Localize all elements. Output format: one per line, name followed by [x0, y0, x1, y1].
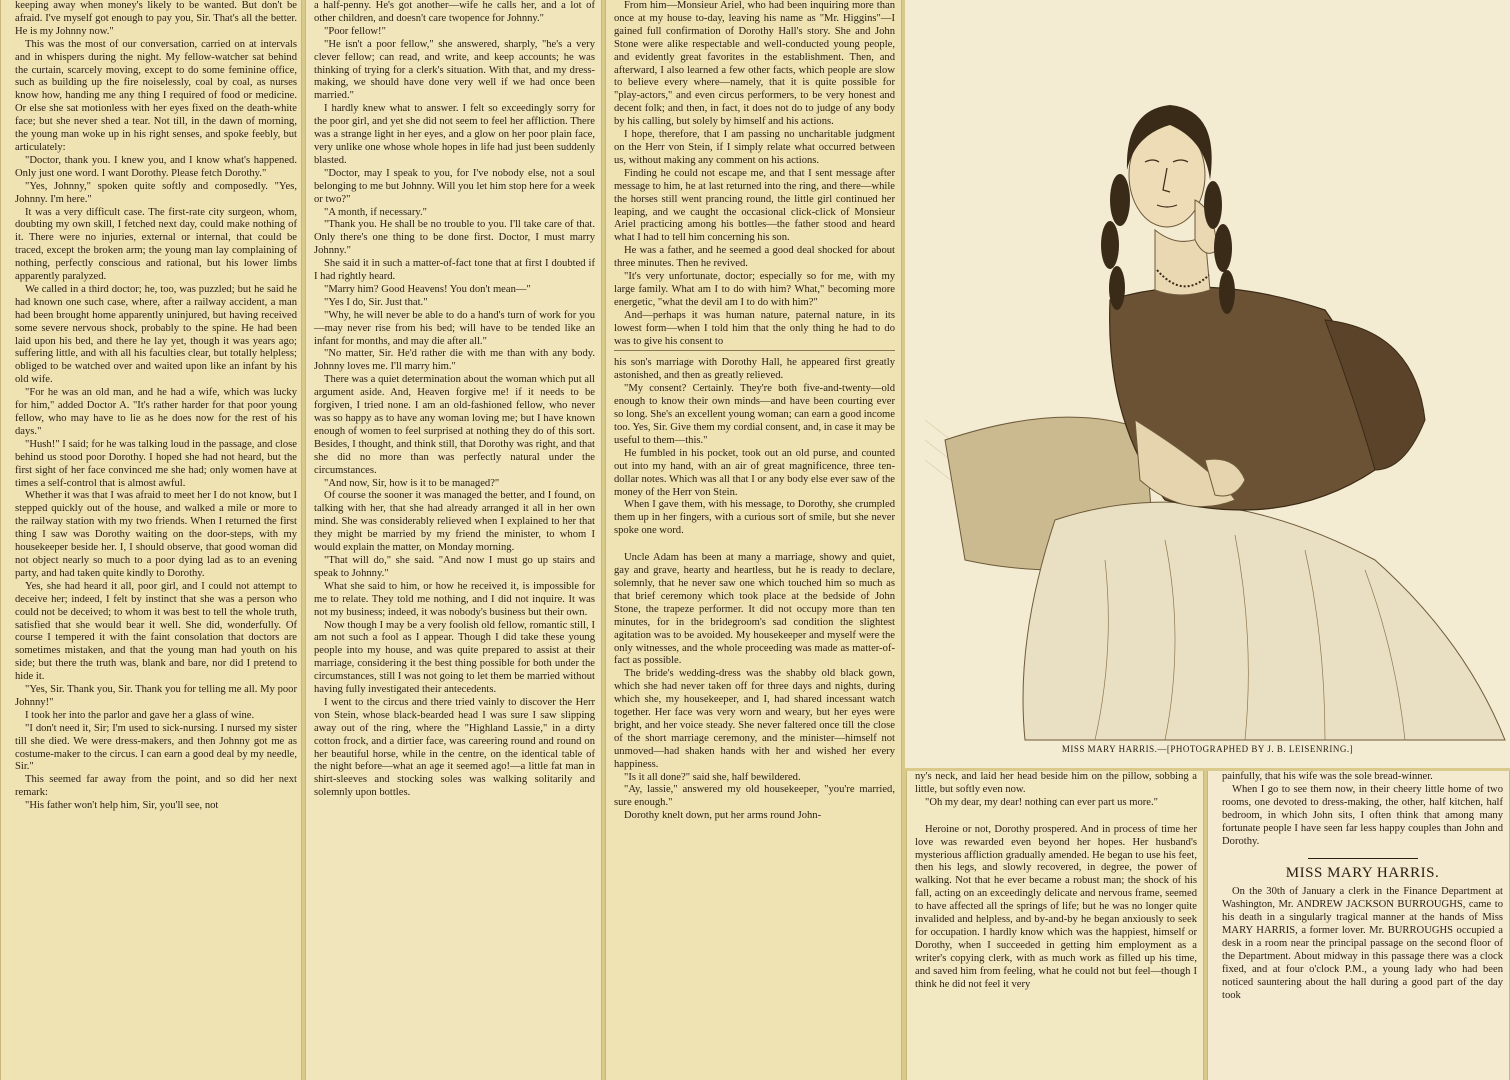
paragraph: Whether it was that I was afraid to meet her I do not know, but I stepped quickly out of the house, and walked a mile or more to the railway station with my two friends. When I returned the first thing I saw was Dorothy waiting on the door-steps, with my housekeeper beside her. I, I should observe, that good woman did not object nearly so much to a poor dying lad as to an evening party, and had taken quite kindly to Dorothy.: [15, 490, 297, 579]
paragraph: "And now, Sir, how is it to be managed?": [324, 477, 500, 489]
column-5-story-end: [1222, 771, 1503, 848]
paragraph: "My consent? Certainly. They're both five-and-twenty—old enough to know their own minds—and have been courting ever so long. She's an excellent young woman; can earn a good income too. Yes, Sir. Give them my cordial consent, and, in case it may be useful to them—this.": [614, 383, 895, 446]
paragraph: I took her into the parlor and gave her a glass of wine.: [25, 709, 255, 721]
paragraph: "It's very unfortunate, doctor; especially so for me, with my large family. What am I to do with him? What," becoming more energetic, "what the devil am I to do with him?": [614, 271, 895, 308]
paragraph: What she said to him, or how he received it, is impossible for me to relate. They told me nothing, and I did not inquire. It was not my business; indeed, it was nobody's business but their own.: [314, 580, 595, 618]
portrait-engraving: [905, 0, 1510, 768]
paragraph: "I don't need it, Sir; I'm used to sick-nursing. I nursed my sister till she died. We were dress-makers, and then Johnny got me as costume-maker to the circus. I can earn a good deal by my needle, Sir.": [15, 722, 297, 773]
paragraph: "Yes I do, Sir. Just that.": [324, 296, 428, 308]
paragraph: It was a very difficult case. The first-rate city surgeon, whom, doubting my own skill, I fetched next day, could make nothing of it. There were no injuries, external or internal, that could be traced, except the broken arm; the young man lay complaining of nothing, perfectly conscious and rational, but his lower limbs apparently paralyzed.: [15, 206, 297, 283]
column-3-part-a: [614, 0, 895, 348]
text-column-4: [906, 771, 1204, 1080]
paragraph: a half-penny. He's got another—wife he calls her, and a lot of other children, and doesn't care twopence for Johnny.": [314, 0, 595, 24]
column-rule: [614, 350, 895, 351]
paragraph: "A month, if necessary.": [324, 206, 427, 218]
paragraph: "Poor fellow!": [324, 25, 386, 37]
paragraph: "Ay, lassie," answered my old housekeeper, "you're married, sure enough.": [614, 784, 895, 809]
paragraph: Dorothy knelt down, put her arms round John-: [624, 810, 822, 822]
paragraph: He was a father, and he seemed a good deal shocked for about three minutes. Then he revived.: [614, 245, 895, 270]
paragraph: Of course the sooner it was managed the better, and I found, on talking with her, that she had already arranged it all in her own mind. She was considerably relieved when I explained to her that they might be married by my friend the minister, to whom I would explain the matter, on Monday morning.: [314, 490, 595, 554]
paragraph: "Yes, Johnny," spoken quite softly and composedly. "Yes, Johnny. I'm here.": [15, 180, 297, 205]
paragraph: "Oh my dear, my dear! nothing can ever part us more.": [925, 796, 1158, 808]
column-3-part-b: [614, 357, 895, 538]
paragraph: This seemed far away from the point, and so did her next remark:: [15, 774, 297, 799]
paragraph: "Why, he will never be able to do a hand's turn of work for you—may never rise from his bed; will have to be tended like an infant for months, and may die after all.": [314, 309, 595, 347]
paragraph: And—perhaps it was human nature, paternal nature, in its lowest form—when I told him that the only thing he had to do was to give his consent to: [614, 309, 895, 347]
paragraph: "Thank you. He shall be no trouble to you. I'll take care of that. Only there's one thing to be done first. Doctor, I must marry Johnny.": [314, 219, 595, 257]
paragraph: From him—Monsieur Ariel, who had been inquiring more than once at my house to-day, leaving his name as "Mr. Higgins"—I gained full confirmation of Dorothy Hall's story. She and John Stone were alike respectable and well-conducted young people, and evidently great favorites in the establishment. Then, and afterward, I also learned a few other facts, which people are slow to believe every where—namely, that it is quite possible for "play-actors," and even circus performers, to be very honest and decent folk; and then, in fact, it does not do to judge of any body by his calling, but solely by himself and his actions.: [614, 0, 895, 128]
paragraph: We called in a third doctor; he, too, was puzzled; but he said he had known one such case, where, after a railway accident, a man had been brought home apparently uninjured, but having received some severe nervous shock, probably to the spine. He had been laid upon his bed, and there he lay yet, though it was years ago; suffering little, and with all his faculties clear, but totally helpless; obliged to be watched over and waited upon like an infant by his old wife.: [15, 283, 297, 386]
paragraph: "Yes, Sir. Thank you, Sir. Thank you for telling me all. My poor Johnny!": [15, 684, 297, 708]
paragraph: Heroine or not, Dorothy prospered. And in process of time her love was rewarded even beyond her hopes. Her husband's mysterious affliction gradually amended. He began to use his feet, then his legs, and slowly recovered, in degree, the power of walking. Not that he ever became a robust man; the shock of his fall, acting on an exceedingly delicate and nervous frame, seemed to have affected all the springs of life; but he was no longer quite invalided and helpless, and by-and-by he began anxiously to seek for occupation. I hardly know which was the happiest, himself or Dorothy, when I succeeded in getting him employment as a writer's copying clerk, with as much work as filled up his time, and saved him from feeling, what he could not but feel—though I think he did not feel it very: [915, 823, 1197, 990]
text-column-2: [305, 0, 602, 1080]
paragraph: "Hush!" I said; for he was talking loud in the passage, and close behind us stood poor Dorothy. I hoped she had not heard, but the first sight of her face convinced me she had; only women have at times a self-control that is almost awful.: [15, 438, 297, 489]
paragraph: "Doctor, may I speak to you, for I've nobody else, not a soul belonging to me but Johnny. Will you let him stop here for a week or two?": [314, 167, 595, 205]
paragraph: "Is it all done?" said she, half bewildered.: [624, 771, 801, 783]
paragraph: When I gave them, with his message, to Dorothy, she crumpled them up in her fingers, with a curious sort of smile, but she never spoke one word.: [614, 499, 895, 537]
paragraph: I hardly knew what to answer. I felt so exceedingly sorry for the poor girl, and yet she did not seem to feel her affliction. There was a strange light in her eyes, and a glow on her poor plain face, very unlike one whose whole hopes in life had just been suddenly blasted.: [314, 103, 595, 166]
text-column-3: [605, 0, 902, 1080]
paragraph: "That will do," she said. "And now I must go up stairs and speak to Johnny.": [314, 554, 595, 579]
article-title: MISS MARY HARRIS.: [1285, 865, 1440, 882]
paragraph: keeping away when money's likely to be wanted. But don't be afraid. I've myself got enough to pay you, Sir. That's all the better. He is my Johnny now.": [15, 0, 297, 37]
paragraph: The bride's wedding-dress was the shabby old black gown, which she had never taken off for three days and nights, during which she, my housekeeper, and I, had shared incessant watch together. Her face was very worn and weary, but her eyes were bright, and her voice steady. She never faltered once till the close of the short marriage ceremony, and the minister—himself not unmoved—had shaken hands with her and wished her every happiness.: [614, 668, 895, 770]
column-5-article-body: [1222, 886, 1503, 1002]
text-column-5: [1207, 771, 1510, 1080]
portrait-drawing: [905, 0, 1510, 768]
paragraph: On the 30th of January a clerk in the Finance Department at Washington, Mr. ANDREW JACKSON BURROUGHS, came to his death in a singularly tragical manner at the hands of Miss MARY HARRIS, a former lover. Mr. BURROUGHS occupied a desk in a room near the principal passage on the second floor of the Department. About midway in this passage there was a clock fixed, and at four o'clock P.M., a young lady who had been noticed sauntering about the hall during a good part of the day took: [1222, 886, 1503, 1001]
paragraph: I went to the circus and there tried vainly to discover the Herr von Stein, whose black-bearded head I was sure I saw slipping away out of the ring, where the "Highland Lassie," in a dirty cotton frock, and a dirtier face, was careering round and round on her beautiful horse, while in the centre, on the identical table of the night before—what an age it seemed ago!—a little fat man in shirt-sleeves and stocking soles was walking solitarily and solemnly upon bottles.: [314, 696, 595, 799]
paragraph: There was a quiet determination about the woman which put all argument aside. And, Heaven forgive me! if it needs to be forgiven, I tried none. I am an old-fashioned fellow, who never was so happy as to have any woman loving me; but I have known enough of women to feel surprised at nothing they do of this sort. Besides, I thought, and think still, that Dorothy was right, and that she did no more than was perfectly natural under the circumstances.: [314, 374, 595, 476]
paragraph: She said it in such a matter-of-fact tone that at first I doubted if I had rightly heard.: [314, 258, 595, 283]
paragraph: Uncle Adam has been at many a marriage, showy and quiet, gay and grave, hearty and heartless, but he is ready to declare, solemnly, that he never saw one which touched him so much as that brief ceremony which took place at the bedside of John Stone, the trapeze performer. It did not occupy more than ten minutes, for in the bridegroom's sad condition the slightest agitation was to be avoided. My housekeeper and myself were the only witnesses, and the whole proceeding was made as matter-of-fact as possible.: [614, 552, 895, 667]
paragraph: painfully, that his wife was the sole bread-winner.: [1222, 771, 1433, 782]
column-3-part-c: [614, 552, 895, 823]
paragraph: "No matter, Sir. He'd rather die with me than with any body. Johnny loves me. I'll marry him.": [314, 348, 595, 373]
paragraph: I hope, therefore, that I am passing no uncharitable judgment on the Herr von Stein, if I simply relate what occurred between us, without making any comment on his actions.: [614, 129, 895, 166]
paragraph: ny's neck, and laid her head beside him on the pillow, sobbing a little, but softly even now.: [915, 771, 1197, 795]
text-column-1: [0, 0, 302, 1080]
paragraph: "He isn't a poor fellow," she answered, sharply, "he's a very clever fellow; can read, and write, and keep accounts; he was thinking of trying for a clerk's situation. With that, and my dress-making, we should have done very well if we had once been married.": [314, 38, 595, 102]
paragraph: When I go to see them now, in their cheery little home of two rooms, one devoted to dress-making, the other, half kitchen, half bedroom, in which John sits, I often think that among many fortunate people I have seen far less happy couples than John and Dorothy.: [1222, 783, 1503, 847]
article-divider: [1308, 858, 1418, 859]
paragraph: This was the most of our conversation, carried on at intervals and in whispers during the night. My fellow-watcher sat behind the curtain, scarcely moving, except to do some feminine office, such as building up the fire noiselessly, coal by coal, as nurses know how, handing me any thing I required of food or medicine. Or else she sat motionless with her eyes fixed on the death-white face; but she never shed a tear. Not till, in the dawn of morning, the young man woke up in his right senses, and spoke feebly, but articulately:: [15, 38, 297, 153]
paragraph: He fumbled in his pocket, took out an old purse, and counted out into my hand, with an air of great magnificence, three ten-dollar notes. Which was all that I or any body else ever saw of the money of the Herr von Stein.: [614, 447, 895, 498]
portrait-caption: MISS MARY HARRIS.—[PHOTOGRAPHED BY J. B. LEISENRING.]: [1061, 744, 1354, 754]
paragraph: Now though I may be a very foolish old fellow, romantic still, I am not such a fool as I appear. Though I did take these young people into my house, and was quite prepared to assist at their marriage, considering it the best thing possible for both under the circumstances, still I was not going to let them be married without having fully investigated their antecedents.: [314, 619, 595, 696]
paragraph: "Doctor, thank you. I knew you, and I know what's happened. Only just one word. I want Dorothy. Please fetch Dorothy.": [15, 154, 297, 179]
paragraph: Yes, she had heard it all, poor girl, and I could not attempt to deceive her; indeed, I felt by instinct that she was a person who could not be deceived; to whom it was best to tell the whole truth, satisfied that she would bear it well. She did, wonderfully. Of course I tempered it with the faint consolation that doctors are sometimes mistaken, and that the young man had youth on his side; but there the truth was, blank and bare, nor did I pretend to hide it.: [15, 580, 297, 683]
paragraph: his son's marriage with Dorothy Hall, he appeared first greatly astonished, and then as greatly relieved.: [614, 357, 895, 382]
paragraph: Finding he could not escape me, and that I sent message after message to him, he at last returned into the ring, and there—while the horses still went prancing round, the little girl continued her leaping, and we caught the occasional click-click of Monsieur Ariel practicing among his bottles—the father stood and heard what I had to tell him concerning his son.: [614, 167, 895, 244]
paragraph: "His father won't help him, Sir, you'll see, not: [25, 800, 219, 812]
paragraph: "For he was an old man, and he had a wife, which was lucky for him," added Doctor A. "It's rather harder for that poor young fellow, who may have to lie as he does now for the rest of his days.": [15, 387, 297, 437]
paragraph: "Marry him? Good Heavens! You don't mean—": [324, 283, 531, 295]
